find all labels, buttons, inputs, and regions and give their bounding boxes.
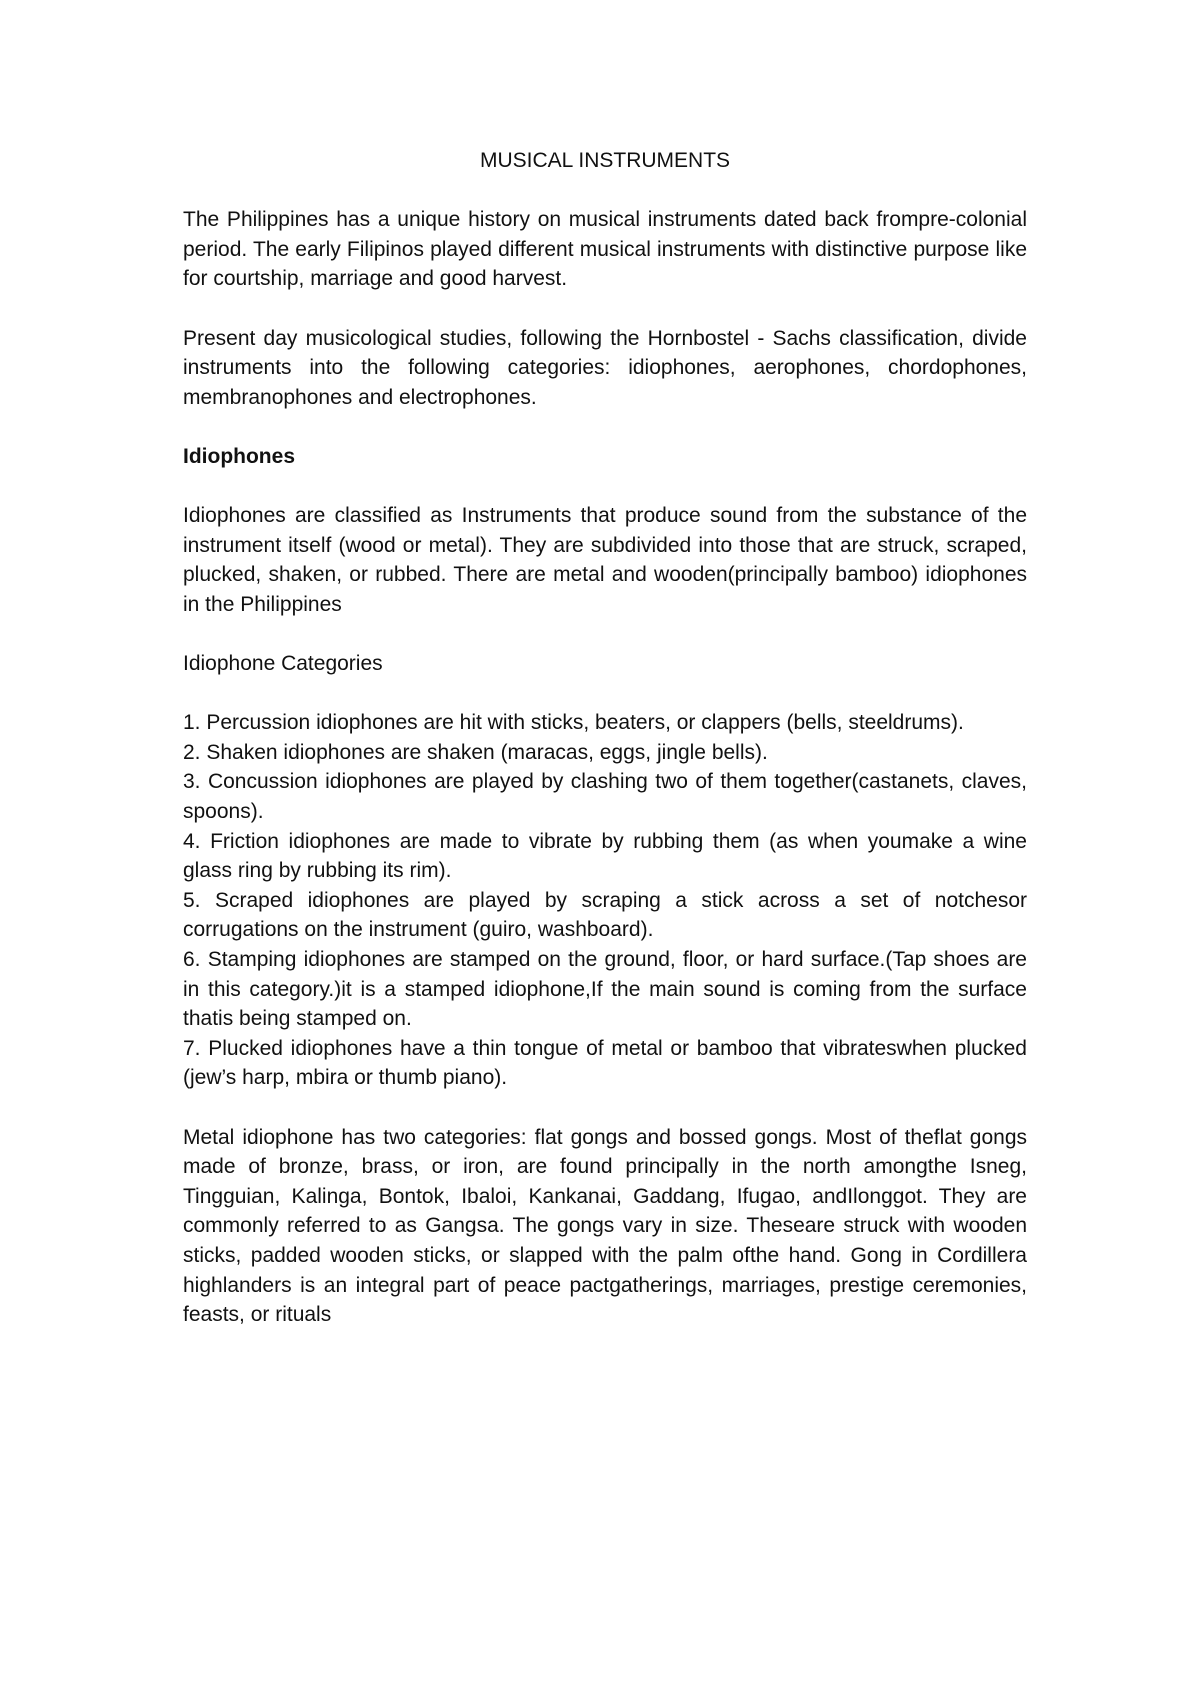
idiophones-heading: Idiophones bbox=[183, 444, 295, 468]
list-item: 1. Percussion idiophones are hit with sticks, beaters, or clappers (bells, steeldrums). bbox=[183, 711, 964, 735]
list-item: 4. Friction idiophones are made to vibrate by rubbing them (as when youmake a wine glass ring by rubbing its rim). bbox=[183, 829, 1027, 883]
list-item: 7. Plucked idiophones have a thin tongue of metal or bamboo that vibrateswhen plucked (jew’s harp, mbira or thumb piano). bbox=[183, 1036, 1027, 1090]
categories-heading: Idiophone Categories bbox=[183, 652, 383, 676]
list-item: 3. Concussion idiophones are played by clashing two of them together(castanets, claves, spoons). bbox=[183, 770, 1027, 824]
document-page bbox=[183, 146, 1027, 1359]
document-title: MUSICAL INSTRUMENTS bbox=[479, 149, 731, 172]
list-item: 5. Scraped idiophones are played by scraping a stick across a set of notchesor corrugations on the instrument (guiro, washboard). bbox=[183, 888, 1027, 942]
intro-paragraph: The Philippines has a unique history on musical instruments dated back frompre-colonial period. The early Filipinos played different musical instruments with distinctive purpose like for courtship, marriage and good harvest. bbox=[183, 208, 1027, 291]
metal-idiophone-paragraph: Metal idiophone has two categories: flat gongs and bossed gongs. Most of theflat gongs made of bronze, brass, or iron, are found principally in the north amongthe Isneg, Tingguian, Kalinga, Bontok, Ibaloi, Kankanai, Gaddang, Ifugao, andIlonggot. They are commonly referred to as Gangsa. The gongs vary in size. Theseare struck with wooden sticks, padded wooden sticks, or slapped with the palm ofthe hand. Gong in Cordillera highlanders is an integral part of peace pactgatherings, marriages, prestige ceremonies, feasts, or rituals bbox=[183, 1125, 1027, 1327]
idiophones-paragraph: Idiophones are classified as Instruments that produce sound from the substance of the instrument itself (wood or metal). They are subdivided into those that are struck, scraped, plucked, shaken, or rubbed. There are metal and wooden(principally bamboo) idiophones in the Philippines bbox=[183, 504, 1027, 616]
classification-paragraph: Present day musicological studies, following the Hornbostel - Sachs classification, divide instruments into the following categories: idiophones, aerophones, chordophones, membranophones and electrophones. bbox=[183, 326, 1027, 409]
categories-list bbox=[183, 708, 1027, 1093]
list-item: 2. Shaken idiophones are shaken (maracas, eggs, jingle bells). bbox=[183, 740, 768, 764]
list-item: 6. Stamping idiophones are stamped on the ground, floor, or hard surface.(Tap shoes are in this category.)it is a stamped idiophone,If the main sound is coming from the surface thatis being stamped on. bbox=[183, 948, 1027, 1031]
